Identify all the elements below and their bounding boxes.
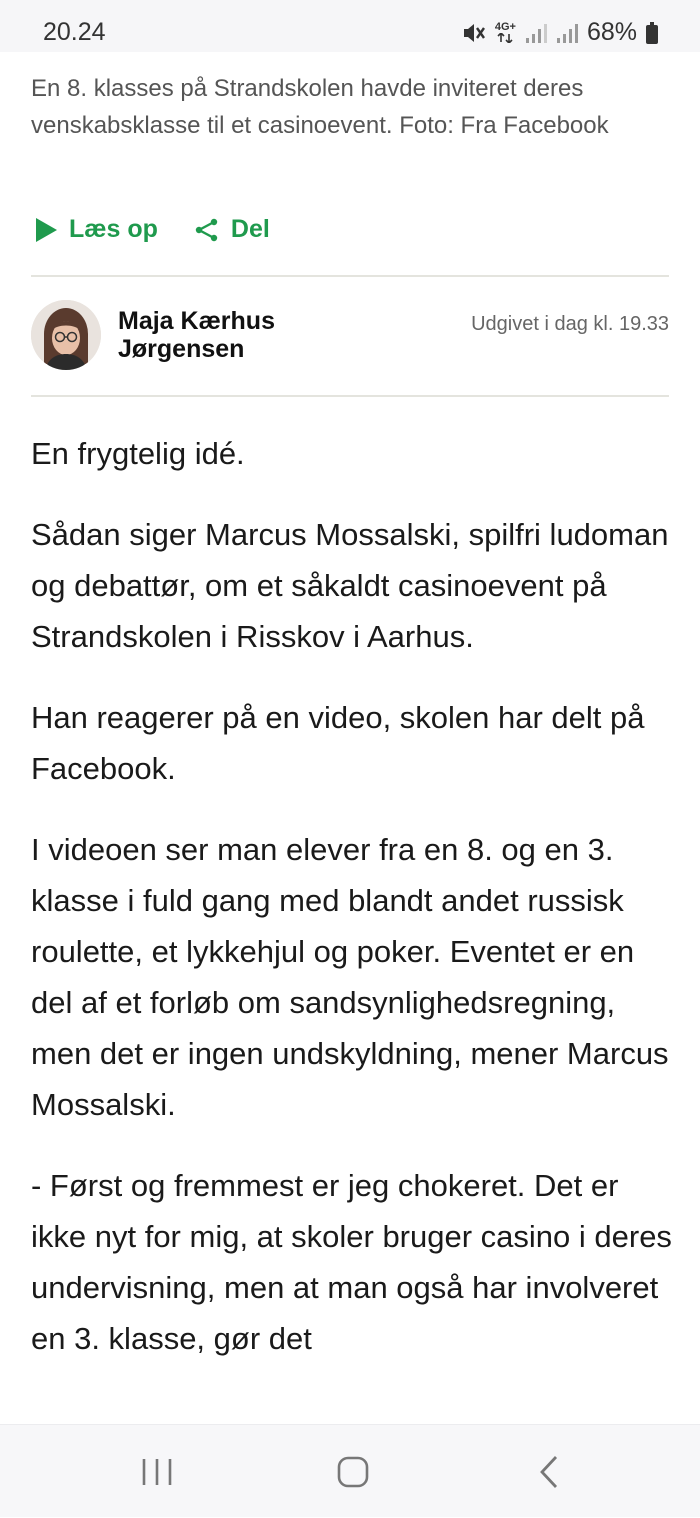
battery-percent: 68%	[586, 18, 637, 46]
status-bar	[0, 0, 700, 52]
divider	[31, 275, 669, 277]
article-actions	[34, 215, 270, 244]
published-time: Udgivet i dag kl. 19.33	[471, 313, 669, 335]
article-paragraph: Han reagerer på en video, skolen har delt på Facebook.	[31, 700, 645, 786]
image-caption: En 8. klasses på Strandskolen havde inviteret deres venskabsklasse til et casinoevent. Foto: Fra Facebook	[31, 75, 609, 139]
author-byline	[31, 300, 669, 374]
recent-apps-icon	[141, 1457, 173, 1487]
article-paragraph: - Først og fremmest er jeg chokeret. Det er ikke nyt for mig, at skoler bruger casino i deres undervisning, men at man også har involveret en 3. klasse, gør det	[31, 1168, 672, 1356]
author-name[interactable]: Maja Kærhus Jørgensen	[118, 307, 275, 363]
author-avatar[interactable]	[31, 300, 101, 370]
share-icon	[194, 217, 220, 243]
read-aloud-button[interactable]	[34, 215, 158, 244]
read-aloud-label: Læs op	[69, 215, 158, 243]
share-label: Del	[230, 215, 270, 243]
battery-icon	[646, 22, 658, 44]
home-icon	[337, 1456, 369, 1488]
mute-icon	[462, 22, 486, 44]
back-button[interactable]	[499, 1425, 599, 1518]
article-paragraph: Sådan siger Marcus Mossalski, spilfri ludoman og debattør, om et såkaldt casinoevent på Strandskolen i Risskov i Aarhus.	[31, 517, 669, 654]
status-icons	[462, 18, 658, 47]
article-paragraph: I videoen ser man elever fra en 8. og en 3. klasse i fuld gang med blandt andet russisk roulette, et lykkehjul og poker. Eventet er en del af et forløb om sandsynlighedsregning, men det er ingen undskyldning, mener Marcus Mossalski.	[31, 832, 669, 1122]
article-paragraph: En frygtelig idé.	[31, 436, 245, 471]
status-time: 20.24	[43, 18, 106, 46]
signal-icon	[556, 22, 578, 44]
play-icon	[34, 217, 58, 243]
signal-icon	[525, 22, 547, 44]
system-nav-bar	[0, 1424, 700, 1517]
network-4g-icon: 4G+	[495, 22, 516, 43]
back-icon	[538, 1455, 560, 1489]
share-button[interactable]	[194, 215, 270, 244]
divider	[31, 395, 669, 397]
recent-apps-button[interactable]	[107, 1425, 207, 1518]
home-button[interactable]	[303, 1425, 403, 1518]
article-body	[31, 428, 676, 1394]
